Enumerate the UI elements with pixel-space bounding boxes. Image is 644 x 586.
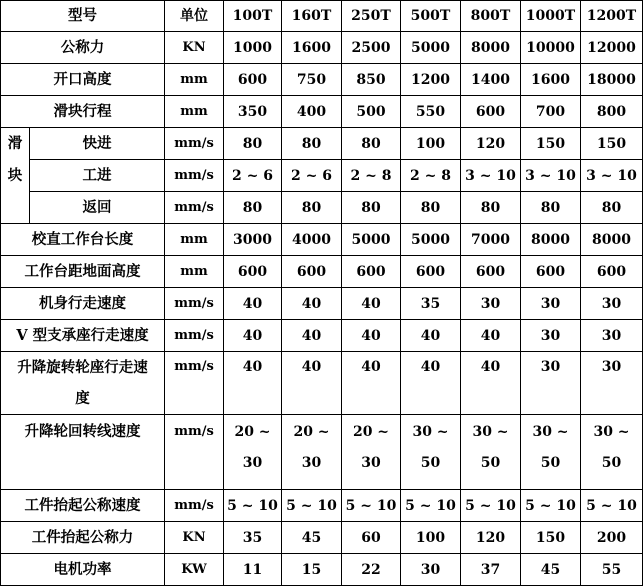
table-cell: 2 ~ 8	[401, 160, 461, 192]
table-cell: 30	[401, 554, 461, 586]
table-row	[1, 288, 643, 320]
table-cell: 80	[581, 192, 643, 224]
table-cell: 600	[282, 256, 342, 288]
table-cell: 120	[461, 522, 521, 554]
table-cell: 150	[521, 522, 581, 554]
table-cell: 1200	[401, 64, 461, 96]
header-model-cell: 1000T	[521, 1, 581, 32]
row-unit: mm/s	[165, 192, 224, 224]
table-cell: 4000	[282, 224, 342, 256]
row-label: 电机功率	[1, 554, 165, 586]
row-label: 工件抬起公称速度	[1, 490, 165, 522]
table-cell: 40	[282, 288, 342, 320]
row-unit: mm	[165, 64, 224, 96]
row-unit: mm/s	[165, 160, 224, 192]
table-cell: 30	[521, 320, 581, 352]
table-cell: 850	[342, 64, 401, 96]
table-cell: 80	[401, 192, 461, 224]
table-cell: 8000	[461, 32, 521, 64]
row-label: 校直工作台长度	[1, 224, 165, 256]
table-cell: 350	[224, 96, 282, 128]
table-cell: 150	[581, 128, 643, 160]
table-row	[1, 554, 643, 586]
table-row	[1, 522, 643, 554]
table-cell: 40	[224, 288, 282, 320]
row-unit: mm/s	[165, 490, 224, 522]
table-cell: 120	[461, 128, 521, 160]
table-cell: 80	[224, 192, 282, 224]
table-cell: 5 ~ 10	[521, 490, 581, 522]
header-model-cell: 250T	[342, 1, 401, 32]
table-cell: 3 ~ 10	[581, 160, 643, 192]
table-cell: 600	[224, 256, 282, 288]
table-cell: 30	[461, 288, 521, 320]
table-cell: 2 ~ 6	[282, 160, 342, 192]
table-cell: 40	[401, 320, 461, 352]
table-cell: 80	[342, 192, 401, 224]
slider-group-label	[1, 128, 30, 224]
header-model-cell: 500T	[401, 1, 461, 32]
table-cell: 2 ~ 8	[342, 160, 401, 192]
table-cell: 150	[521, 128, 581, 160]
table-cell: 600	[401, 256, 461, 288]
row-label: 快进	[30, 128, 165, 160]
table-cell: 5 ~ 10	[224, 490, 282, 522]
row-unit: mm	[165, 96, 224, 128]
table-cell: 750	[282, 64, 342, 96]
table-row	[1, 192, 643, 224]
table-cell: 600	[581, 256, 643, 288]
table-cell: 15	[282, 554, 342, 586]
table-cell: 20 ~ 30	[224, 415, 282, 490]
header-model: 型号	[1, 1, 165, 32]
row-label	[1, 352, 165, 415]
table-cell: 200	[581, 522, 643, 554]
row-label-line: 度	[75, 390, 90, 407]
table-cell: 1600	[521, 64, 581, 96]
row-label: 返回	[30, 192, 165, 224]
table-cell: 30	[581, 352, 643, 415]
table-cell: 600	[521, 256, 581, 288]
table-row	[1, 128, 643, 160]
table-cell: 40	[224, 320, 282, 352]
header-model-cell: 1200T	[581, 1, 643, 32]
table-cell: 35	[224, 522, 282, 554]
table-row	[1, 352, 643, 415]
table-cell: 1400	[461, 64, 521, 96]
row-unit: KW	[165, 554, 224, 586]
table-cell: 18000	[581, 64, 643, 96]
row-label: 工件抬起公称力	[1, 522, 165, 554]
table-cell: 30	[521, 352, 581, 415]
table-cell: 30	[581, 320, 643, 352]
table-cell: 7000	[461, 224, 521, 256]
table-cell: 40	[224, 352, 282, 415]
table-cell: 400	[282, 96, 342, 128]
table-row	[1, 320, 643, 352]
table-cell: 5 ~ 10	[461, 490, 521, 522]
table-cell: 100	[401, 128, 461, 160]
table-cell: 30 ~ 50	[461, 415, 521, 490]
table-cell: 5000	[401, 224, 461, 256]
row-label: 开口高度	[1, 64, 165, 96]
table-cell: 60	[342, 522, 401, 554]
table-cell: 45	[282, 522, 342, 554]
table-cell: 80	[342, 128, 401, 160]
row-label-line: 升降旋转轮座行走速	[17, 359, 148, 376]
table-cell: 20 ~ 30	[342, 415, 401, 490]
row-label: 工作台距地面高度	[1, 256, 165, 288]
slider-group-char: 块	[7, 167, 23, 184]
table-cell: 40	[342, 352, 401, 415]
table-cell: 500	[342, 96, 401, 128]
table-row	[1, 490, 643, 522]
table-cell: 30	[521, 288, 581, 320]
table-cell: 5 ~ 10	[342, 490, 401, 522]
table-cell: 600	[461, 96, 521, 128]
row-label: 机身行走速度	[1, 288, 165, 320]
table-cell: 3 ~ 10	[521, 160, 581, 192]
row-unit: mm/s	[165, 128, 224, 160]
table-row	[1, 64, 643, 96]
table-cell: 2 ~ 6	[224, 160, 282, 192]
table-cell: 80	[521, 192, 581, 224]
table-row	[1, 224, 643, 256]
table-cell: 5000	[342, 224, 401, 256]
row-label: 升降轮回转线速度	[1, 415, 165, 490]
table-cell: 40	[461, 352, 521, 415]
row-unit: mm	[165, 224, 224, 256]
table-cell: 100	[401, 522, 461, 554]
row-unit: mm/s	[165, 415, 224, 490]
table-cell: 40	[461, 320, 521, 352]
row-label: V 型支承座行走速度	[1, 320, 165, 352]
table-cell: 80	[282, 128, 342, 160]
row-label: 公称力	[1, 32, 165, 64]
table-cell: 30 ~ 50	[401, 415, 461, 490]
table-cell: 40	[282, 320, 342, 352]
table-row	[1, 415, 643, 490]
table-cell: 20 ~ 30	[282, 415, 342, 490]
table-cell: 35	[401, 288, 461, 320]
table-cell: 80	[282, 192, 342, 224]
table-row	[1, 96, 643, 128]
table-cell: 3 ~ 10	[461, 160, 521, 192]
table-cell: 5000	[401, 32, 461, 64]
table-cell: 40	[342, 320, 401, 352]
table-cell: 600	[461, 256, 521, 288]
table-cell: 600	[342, 256, 401, 288]
table-cell: 5 ~ 10	[401, 490, 461, 522]
table-cell: 55	[581, 554, 643, 586]
row-label: 滑块行程	[1, 96, 165, 128]
table-row	[1, 256, 643, 288]
table-cell: 30 ~ 50	[521, 415, 581, 490]
row-unit: mm/s	[165, 288, 224, 320]
table-cell: 12000	[581, 32, 643, 64]
header-unit: 单位	[165, 1, 224, 32]
row-unit: KN	[165, 32, 224, 64]
table-cell: 600	[224, 64, 282, 96]
table-cell: 5 ~ 10	[581, 490, 643, 522]
row-unit: mm/s	[165, 320, 224, 352]
table-cell: 1000	[224, 32, 282, 64]
table-cell: 80	[461, 192, 521, 224]
table-cell: 8000	[521, 224, 581, 256]
table-cell: 550	[401, 96, 461, 128]
table-cell: 700	[521, 96, 581, 128]
table-cell: 11	[224, 554, 282, 586]
table-cell: 3000	[224, 224, 282, 256]
table-cell: 5 ~ 10	[282, 490, 342, 522]
slider-group-char: 滑	[7, 135, 23, 152]
table-cell: 40	[342, 288, 401, 320]
table-cell: 22	[342, 554, 401, 586]
header-model-cell: 100T	[224, 1, 282, 32]
table-row	[1, 160, 643, 192]
table-cell: 2500	[342, 32, 401, 64]
table-cell: 1600	[282, 32, 342, 64]
table-cell: 40	[282, 352, 342, 415]
table-cell: 30 ~ 50	[581, 415, 643, 490]
table-row	[1, 32, 643, 64]
table-cell: 800	[581, 96, 643, 128]
table-cell: 10000	[521, 32, 581, 64]
header-row	[1, 1, 643, 32]
header-model-cell: 160T	[282, 1, 342, 32]
table-cell: 80	[224, 128, 282, 160]
table-cell: 8000	[581, 224, 643, 256]
row-unit: mm/s	[165, 352, 224, 415]
row-unit: mm	[165, 256, 224, 288]
table-cell: 30	[581, 288, 643, 320]
table-cell: 45	[521, 554, 581, 586]
row-unit: KN	[165, 522, 224, 554]
table-cell: 40	[401, 352, 461, 415]
header-model-cell: 800T	[461, 1, 521, 32]
table-cell: 37	[461, 554, 521, 586]
row-label: 工进	[30, 160, 165, 192]
